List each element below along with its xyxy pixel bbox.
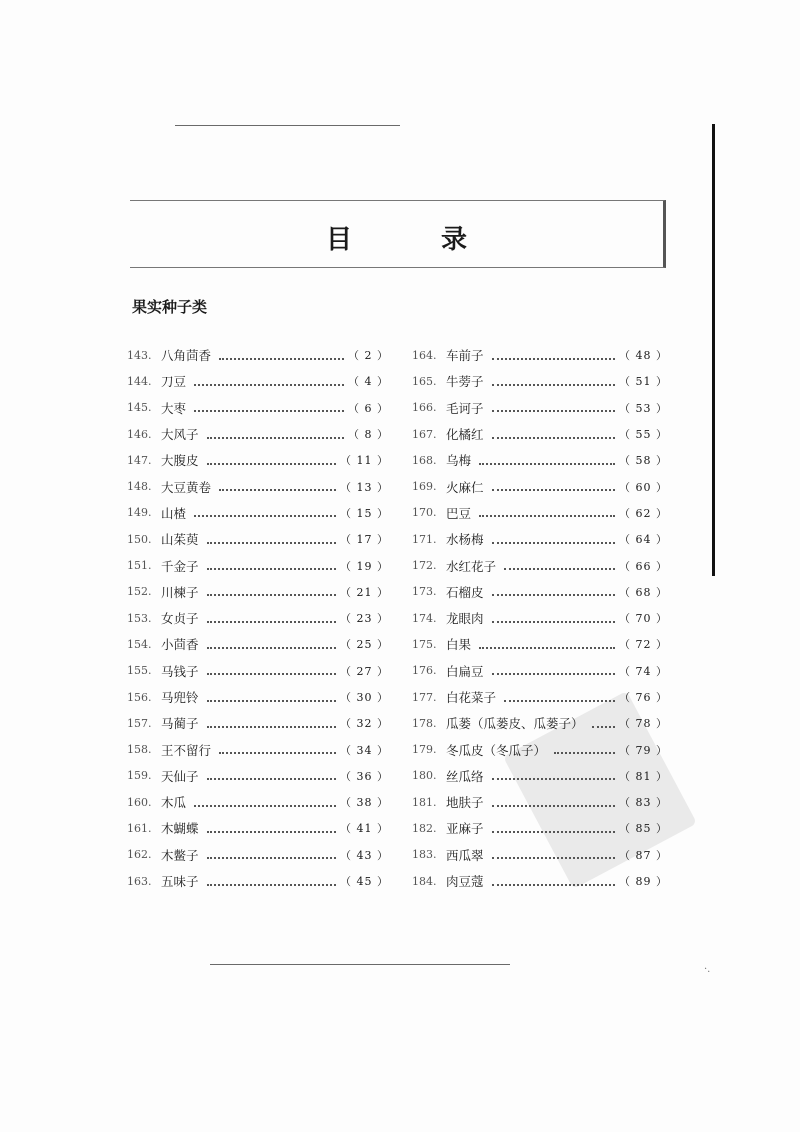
entry-number: 163. bbox=[127, 874, 152, 888]
entry-title: 冬瓜皮（冬瓜子） bbox=[446, 742, 547, 758]
entry-title: 肉豆蔻 bbox=[446, 874, 484, 890]
entry-title: 白花菜子 bbox=[446, 690, 497, 705]
entry-title: 川楝子 bbox=[161, 584, 199, 600]
toc-entry[interactable] bbox=[127, 763, 389, 789]
entry-number: 158. bbox=[127, 743, 152, 757]
right-margin-rule bbox=[712, 124, 715, 576]
dot-leader bbox=[492, 409, 615, 412]
entry-number: 149. bbox=[127, 506, 152, 520]
toc-right-column bbox=[412, 342, 668, 894]
entry-number: 175. bbox=[412, 637, 437, 651]
entry-number: 168. bbox=[412, 453, 437, 467]
entry-page: （ 74 ） bbox=[619, 664, 668, 678]
entry-title: 龙眼肉 bbox=[446, 611, 484, 627]
toc-entry[interactable] bbox=[127, 579, 389, 605]
dot-leader bbox=[492, 856, 615, 859]
entry-number: 166. bbox=[412, 401, 437, 415]
entry-number: 169. bbox=[412, 480, 437, 494]
toc-entry[interactable] bbox=[412, 789, 668, 815]
dot-leader bbox=[479, 646, 615, 649]
toc-entry[interactable] bbox=[412, 395, 668, 421]
entry-page: （ 60 ） bbox=[619, 480, 668, 494]
entry-page: （ 53 ） bbox=[619, 401, 668, 415]
entry-page: （ 72 ） bbox=[619, 638, 668, 652]
entry-title: 千金子 bbox=[161, 558, 199, 574]
toc-entry[interactable] bbox=[127, 526, 389, 552]
entry-number: 160. bbox=[127, 795, 152, 809]
entry-number: 178. bbox=[412, 716, 437, 730]
toc-entry[interactable] bbox=[412, 710, 668, 736]
toc-entry[interactable] bbox=[127, 395, 389, 421]
toc-entry[interactable] bbox=[412, 842, 668, 868]
dot-leader bbox=[504, 699, 615, 702]
dot-leader bbox=[479, 462, 615, 465]
dot-leader bbox=[492, 383, 615, 386]
entry-page: （ 83 ） bbox=[619, 796, 668, 810]
entry-title: 刀豆 bbox=[161, 374, 187, 390]
toc-entry[interactable] bbox=[127, 447, 389, 473]
entry-title: 大豆黄卷 bbox=[161, 479, 212, 495]
toc-entry[interactable] bbox=[412, 684, 668, 710]
entry-number: 151. bbox=[127, 559, 152, 573]
entry-number: 184. bbox=[412, 874, 437, 888]
entry-number: 152. bbox=[127, 585, 152, 599]
dot-leader bbox=[492, 593, 615, 596]
entry-title: 乌梅 bbox=[446, 453, 472, 469]
entry-page: （ 81 ） bbox=[619, 769, 668, 783]
dot-leader bbox=[207, 620, 336, 623]
top-scan-line bbox=[175, 125, 400, 126]
entry-page: （ 51 ） bbox=[619, 375, 668, 389]
entry-title: 亚麻子 bbox=[446, 821, 484, 837]
entry-page: （ 48 ） bbox=[619, 349, 668, 363]
entry-page: （ 25 ） bbox=[340, 638, 389, 652]
toc-entry[interactable] bbox=[127, 342, 389, 368]
toc-entry[interactable] bbox=[412, 552, 668, 578]
entry-title: 木瓜 bbox=[161, 795, 187, 811]
corner-speck: ·. bbox=[704, 964, 711, 975]
dot-leader bbox=[194, 514, 336, 517]
dot-leader bbox=[492, 488, 615, 491]
entry-number: 147. bbox=[127, 453, 152, 467]
entry-title: 丝瓜络 bbox=[446, 768, 484, 784]
entry-number: 174. bbox=[412, 611, 437, 625]
toc-entry[interactable] bbox=[412, 579, 668, 605]
toc-entry[interactable] bbox=[127, 842, 389, 868]
entry-number: 173. bbox=[412, 585, 437, 599]
dot-leader bbox=[194, 409, 344, 412]
entry-page: （ 4 ） bbox=[348, 375, 389, 389]
dot-leader bbox=[207, 777, 336, 780]
entry-title: 王不留行 bbox=[161, 742, 212, 758]
dot-leader bbox=[207, 856, 336, 859]
entry-page: （ 27 ） bbox=[340, 664, 389, 678]
entry-title: 巴豆 bbox=[446, 505, 472, 521]
entry-title: 山茱萸 bbox=[161, 532, 199, 548]
entry-number: 154. bbox=[127, 637, 152, 651]
entry-page: （ 34 ） bbox=[340, 743, 389, 757]
entry-number: 181. bbox=[412, 795, 437, 809]
entry-title: 瓜蒌（瓜蒌皮、瓜蒌子） bbox=[446, 716, 584, 732]
entry-title: 地肤子 bbox=[446, 795, 484, 811]
toc-entry[interactable] bbox=[412, 605, 668, 631]
entry-number: 155. bbox=[127, 664, 152, 678]
entry-number: 176. bbox=[412, 664, 437, 678]
dot-leader bbox=[492, 436, 615, 439]
entry-number: 156. bbox=[127, 690, 152, 704]
bottom-scan-line bbox=[210, 964, 510, 965]
entry-title: 化橘红 bbox=[446, 427, 484, 443]
entry-page: （ 85 ） bbox=[619, 822, 668, 836]
entry-page: （ 38 ） bbox=[340, 796, 389, 810]
dot-leader bbox=[492, 777, 615, 780]
toc-entry[interactable] bbox=[127, 473, 389, 499]
toc-entry[interactable] bbox=[412, 342, 668, 368]
entry-number: 172. bbox=[412, 559, 437, 573]
entry-title: 水杨梅 bbox=[446, 532, 484, 548]
entry-title: 大腹皮 bbox=[161, 453, 199, 469]
entry-page: （ 62 ） bbox=[619, 506, 668, 520]
dot-leader bbox=[194, 383, 344, 386]
toc-entry[interactable] bbox=[412, 815, 668, 841]
toc-entry[interactable] bbox=[127, 658, 389, 684]
toc-entry[interactable] bbox=[412, 368, 668, 394]
entry-number: 167. bbox=[412, 427, 437, 441]
dot-leader bbox=[492, 620, 615, 623]
entry-number: 161. bbox=[127, 821, 152, 835]
dot-leader bbox=[492, 804, 615, 807]
entry-title: 八角茴香 bbox=[161, 348, 212, 364]
toc-entry[interactable] bbox=[127, 500, 389, 526]
toc-entry[interactable] bbox=[127, 736, 389, 762]
toc-entry[interactable] bbox=[412, 447, 668, 473]
entry-page: （ 15 ） bbox=[340, 506, 389, 520]
entry-title: 水红花子 bbox=[446, 558, 497, 574]
dot-leader bbox=[492, 830, 615, 833]
toc-entry[interactable] bbox=[412, 473, 668, 499]
entry-title: 女贞子 bbox=[161, 611, 199, 627]
dot-leader bbox=[194, 804, 336, 807]
toc-entry[interactable] bbox=[127, 368, 389, 394]
dot-leader bbox=[554, 751, 615, 754]
entry-title: 山楂 bbox=[161, 505, 187, 521]
entry-page: （ 58 ） bbox=[619, 454, 668, 468]
dot-leader bbox=[207, 541, 336, 544]
entry-page: （ 55 ） bbox=[619, 428, 668, 442]
entry-number: 159. bbox=[127, 769, 152, 783]
dot-leader bbox=[592, 725, 615, 728]
entry-title: 大枣 bbox=[161, 400, 187, 416]
entry-number: 157. bbox=[127, 716, 152, 730]
entry-number: 150. bbox=[127, 532, 152, 546]
dot-leader bbox=[207, 436, 344, 439]
entry-title: 毛诃子 bbox=[446, 400, 484, 416]
entry-title: 牛蒡子 bbox=[446, 374, 484, 390]
entry-title: 马蔺子 bbox=[161, 716, 199, 732]
entry-number: 164. bbox=[412, 348, 437, 362]
entry-title: 小茴香 bbox=[161, 637, 199, 653]
entry-page: （ 30 ） bbox=[340, 691, 389, 704]
entry-page: （ 11 ） bbox=[340, 454, 389, 468]
dot-leader bbox=[207, 646, 336, 649]
dot-leader bbox=[207, 567, 336, 570]
toc-entry[interactable] bbox=[127, 552, 389, 578]
dot-leader bbox=[207, 672, 336, 675]
entry-number: 177. bbox=[412, 690, 437, 704]
entry-page: （ 68 ） bbox=[619, 585, 668, 599]
entry-number: 144. bbox=[127, 374, 152, 388]
entry-title: 白扁豆 bbox=[446, 663, 484, 679]
entry-page: （ 87 ） bbox=[619, 848, 668, 862]
entry-page: （ 43 ） bbox=[340, 848, 389, 862]
dot-leader bbox=[207, 593, 336, 596]
toc-entry[interactable] bbox=[412, 421, 668, 447]
toc-entry[interactable] bbox=[127, 789, 389, 815]
entry-page: （ 79 ） bbox=[619, 743, 668, 757]
entry-page: （ 78 ） bbox=[619, 717, 668, 731]
entry-page: （ 64 ） bbox=[619, 533, 668, 547]
entry-title: 马钱子 bbox=[161, 663, 199, 679]
entry-title: 白果 bbox=[446, 637, 472, 653]
entry-number: 180. bbox=[412, 769, 437, 783]
toc-entry[interactable] bbox=[127, 684, 389, 710]
page-title: 目 录 bbox=[325, 225, 508, 255]
entry-title: 车前子 bbox=[446, 348, 484, 364]
entry-page: （ 70 ） bbox=[619, 612, 668, 626]
entry-number: 145. bbox=[127, 401, 152, 415]
toc-entry[interactable] bbox=[127, 605, 389, 631]
entry-number: 146. bbox=[127, 427, 152, 441]
toc-entry[interactable] bbox=[127, 710, 389, 736]
dot-leader bbox=[219, 751, 336, 754]
entry-number: 153. bbox=[127, 611, 152, 625]
entry-title: 天仙子 bbox=[161, 768, 199, 784]
dot-leader bbox=[492, 541, 615, 544]
entry-number: 148. bbox=[127, 480, 152, 494]
dot-leader bbox=[504, 567, 615, 570]
entry-page: （ 21 ） bbox=[340, 585, 389, 599]
dot-leader bbox=[492, 357, 615, 360]
entry-title: 木蝴蝶 bbox=[161, 821, 199, 837]
toc-entry[interactable] bbox=[412, 658, 668, 684]
dot-leader bbox=[492, 672, 615, 675]
dot-leader bbox=[219, 488, 336, 491]
entry-page: （ 13 ） bbox=[340, 480, 389, 494]
toc-entry[interactable] bbox=[412, 631, 668, 657]
entry-page: （ 2 ） bbox=[348, 349, 389, 363]
toc-entry[interactable] bbox=[127, 868, 389, 894]
toc-entry[interactable] bbox=[412, 526, 668, 552]
entry-title: 马兜铃 bbox=[161, 690, 199, 705]
entry-page: （ 6 ） bbox=[348, 401, 389, 415]
entry-number: 170. bbox=[412, 506, 437, 520]
entry-page: （ 8 ） bbox=[348, 428, 389, 442]
entry-number: 162. bbox=[127, 848, 152, 862]
dot-leader bbox=[207, 883, 336, 886]
dot-leader bbox=[207, 462, 336, 465]
entry-page: （ 66 ） bbox=[619, 559, 668, 573]
entry-page: （ 36 ） bbox=[340, 769, 389, 783]
dot-leader bbox=[479, 514, 615, 517]
entry-page: （ 32 ） bbox=[340, 717, 389, 731]
toc-entry[interactable] bbox=[127, 421, 389, 447]
entry-title: 西瓜翠 bbox=[446, 847, 484, 863]
entry-page: （ 17 ） bbox=[340, 533, 389, 547]
dot-leader bbox=[207, 699, 336, 702]
entry-page: （ 76 ） bbox=[619, 691, 668, 704]
entry-title: 五味子 bbox=[161, 874, 199, 890]
entry-title: 大风子 bbox=[161, 427, 199, 443]
entry-title: 石榴皮 bbox=[446, 584, 484, 600]
entry-page: （ 45 ） bbox=[340, 875, 389, 889]
entry-number: 183. bbox=[412, 848, 437, 862]
dot-leader bbox=[492, 883, 615, 886]
entry-number: 182. bbox=[412, 821, 437, 835]
toc-entry[interactable] bbox=[412, 736, 668, 762]
entry-page: （ 19 ） bbox=[340, 559, 389, 573]
entry-number: 179. bbox=[412, 743, 437, 757]
entry-number: 165. bbox=[412, 374, 437, 388]
toc-left-column bbox=[127, 342, 389, 894]
entry-title: 火麻仁 bbox=[446, 479, 484, 495]
section-heading: 果实种子类 bbox=[132, 298, 208, 316]
toc-entry[interactable] bbox=[412, 500, 668, 526]
entry-page: （ 89 ） bbox=[619, 875, 668, 889]
entry-page: （ 41 ） bbox=[340, 822, 389, 836]
dot-leader bbox=[207, 725, 336, 728]
entry-page: （ 23 ） bbox=[340, 612, 389, 626]
entry-title: 木鳖子 bbox=[161, 847, 199, 863]
dot-leader bbox=[219, 357, 344, 360]
toc-entry[interactable] bbox=[412, 868, 668, 894]
dot-leader bbox=[207, 830, 336, 833]
toc-entry[interactable] bbox=[412, 763, 668, 789]
title-box bbox=[130, 200, 666, 268]
entry-number: 171. bbox=[412, 532, 437, 546]
entry-number: 143. bbox=[127, 348, 152, 362]
toc-entry[interactable] bbox=[127, 631, 389, 657]
toc-entry[interactable] bbox=[127, 815, 389, 841]
